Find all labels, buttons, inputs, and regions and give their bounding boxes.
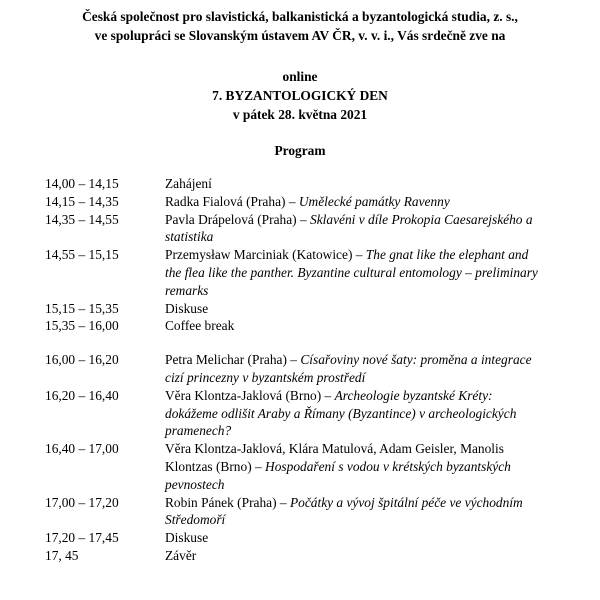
program-row — [0, 529, 600, 547]
program-row — [0, 193, 600, 211]
program-talk-title: Archeologie byzantské Kréty: dokážeme odlišit Araby a Římany (Byzantince) v archeologických pramenech? — [165, 387, 517, 439]
program-row — [0, 300, 600, 318]
program-speaker: Diskuse — [165, 530, 209, 546]
program-talk-title: Počátky a vývoj špitální péče ve východním Středomoří — [165, 494, 523, 528]
program-speaker: Věra Klontza-Jaklová, Klára Matulová, Adam Geisler, Manolis Klontzas (Brno) – — [165, 441, 504, 474]
program-row — [0, 317, 600, 335]
program-row — [0, 494, 600, 530]
program-speaker: Przemysław Marciniak (Katowice) – — [165, 247, 366, 263]
program-row — [0, 175, 600, 193]
program-item — [165, 193, 540, 211]
program-title: Program — [274, 143, 326, 158]
program-row — [0, 211, 600, 247]
program-row — [0, 246, 600, 299]
event-heading — [0, 67, 600, 124]
program-time: 17,00 – 17,20 — [45, 494, 119, 510]
program-time: 14,15 – 14,35 — [45, 193, 119, 209]
program-item — [165, 547, 540, 565]
program-row — [0, 387, 600, 440]
organizer-line: Česká společnost pro slavistická, balkanistická a byzantologická studia, z. s., — [82, 9, 518, 24]
program-item — [165, 211, 540, 247]
program-time: 15,15 – 15,35 — [45, 300, 119, 316]
program-speaker: Pavla Drápelová (Praha) – — [165, 211, 311, 227]
program-time: 16,40 – 17,00 — [45, 441, 119, 457]
program-talk-title: Sklavéni v díle Prokopia Caesarejského a statistika — [165, 211, 533, 245]
program-talk-title: The gnat like the elephant and the flea like the panther. Byzantine cultural entomology – preliminary remarks — [165, 247, 538, 298]
program-row — [0, 547, 600, 565]
program-speaker: Coffee break — [165, 318, 235, 334]
program-time: 16,20 – 16,40 — [45, 387, 119, 403]
event-title: 7. BYZANTOLOGICKÝ DEN — [212, 88, 388, 103]
program-item — [165, 300, 540, 318]
program-item — [165, 317, 540, 335]
program-time: 14,55 – 15,15 — [45, 247, 119, 263]
program-item — [165, 175, 540, 193]
invitation-intro — [0, 7, 600, 45]
program-row — [0, 440, 600, 493]
partner-line: ve spolupráci se Slovanským ústavem AV ČR, v. v. i., Vás srdečně zve na — [94, 28, 506, 43]
program-speaker: Radka Fialová (Praha) – — [165, 193, 299, 209]
program-time: 17,20 – 17,45 — [45, 530, 119, 546]
program-row — [0, 351, 600, 387]
program-speaker: Diskuse — [165, 300, 209, 316]
program-speaker: Závěr — [165, 547, 197, 563]
program-speaker: Zahájení — [165, 176, 212, 191]
program-talk-title: Císařoviny nové šaty: proměna a integrace cizí princezny v byzantském prostředí — [165, 352, 532, 385]
program-talk-title: Hospodaření s vodou v krétských byzantských pevnostech — [165, 458, 511, 492]
program-time: 14,00 – 14,15 — [45, 176, 119, 191]
program-item — [165, 387, 540, 440]
event-format: online — [282, 69, 318, 84]
program-talk-title: Umělecké památky Ravenny — [298, 193, 450, 209]
program-item — [165, 246, 540, 299]
program-item — [165, 351, 540, 387]
program-item — [165, 529, 540, 547]
program-time: 14,35 – 14,55 — [45, 211, 119, 227]
program-speaker: Robin Pánek (Praha) – — [165, 494, 290, 510]
program-item — [165, 440, 540, 493]
program-speaker: Petra Melichar (Praha) – — [165, 352, 301, 368]
program-time: 16,00 – 16,20 — [45, 352, 119, 368]
program-time: 17, 45 — [45, 547, 79, 563]
program-speaker: Věra Klontza-Jaklová (Brno) – — [165, 387, 335, 403]
program-list — [0, 175, 600, 565]
program-item — [165, 494, 540, 530]
event-date: v pátek 28. května 2021 — [232, 107, 368, 122]
program-time: 15,35 – 16,00 — [45, 318, 119, 334]
